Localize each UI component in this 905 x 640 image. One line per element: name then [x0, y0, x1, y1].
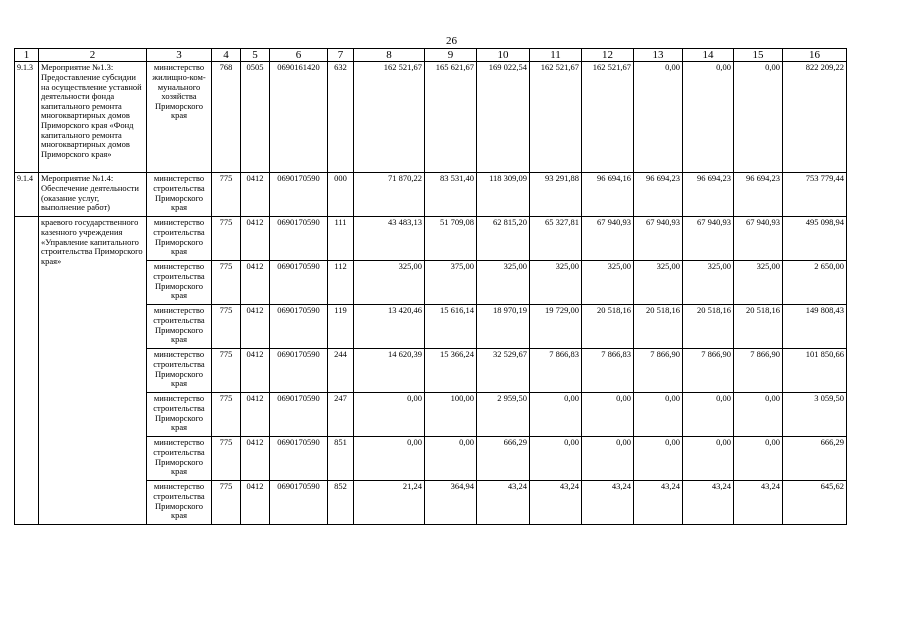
amount-value: 100,00: [425, 393, 477, 437]
grbs-code: 775: [212, 349, 241, 393]
column-number: 12: [582, 49, 634, 62]
table-row: [15, 173, 847, 217]
section-code: 0412: [241, 481, 270, 525]
section-code: 0412: [241, 349, 270, 393]
column-number: 2: [39, 49, 147, 62]
grbs-code: 775: [212, 481, 241, 525]
expense-type-code: 632: [328, 62, 354, 173]
amount-value: 0,00: [683, 437, 734, 481]
amount-value: 325,00: [582, 261, 634, 305]
amount-value: 67 940,93: [582, 217, 634, 261]
column-number: 3: [147, 49, 212, 62]
amount-value: 822 209,22: [783, 62, 847, 173]
column-number: 10: [477, 49, 530, 62]
amount-value: 20 518,16: [582, 305, 634, 349]
executor: министерство жилищно-ком-мунального хозяйства Приморского края: [147, 62, 212, 173]
table-row: [15, 62, 847, 173]
expense-type-code: 851: [328, 437, 354, 481]
amount-value: 7 866,90: [734, 349, 783, 393]
target-article-code: 0690170590: [270, 437, 328, 481]
amount-value: 666,29: [477, 437, 530, 481]
column-number: 6: [270, 49, 328, 62]
amount-value: 43,24: [683, 481, 734, 525]
row-number: 9.1.3: [15, 62, 39, 173]
amount-value: 364,94: [425, 481, 477, 525]
amount-value: 14 620,39: [354, 349, 425, 393]
amount-value: 67 940,93: [734, 217, 783, 261]
executor: министерство строительства Приморского края: [147, 173, 212, 217]
expense-type-code: 000: [328, 173, 354, 217]
expense-type-code: 119: [328, 305, 354, 349]
amount-value: 0,00: [634, 62, 683, 173]
amount-value: 43,24: [734, 481, 783, 525]
amount-value: 165 621,67: [425, 62, 477, 173]
grbs-code: 775: [212, 437, 241, 481]
row-number: 9.1.4: [15, 173, 39, 217]
amount-value: 375,00: [425, 261, 477, 305]
amount-value: 15 366,24: [425, 349, 477, 393]
amount-value: 7 866,83: [530, 349, 582, 393]
activity-name: Мероприятие №1.4: Обеспечение деятельности (оказание услуг, выполнение работ): [39, 173, 147, 217]
column-number-row: [15, 49, 847, 62]
amount-value: 62 815,20: [477, 217, 530, 261]
section-code: 0412: [241, 261, 270, 305]
amount-value: 43 483,13: [354, 217, 425, 261]
executor: министерство строительства Приморского края: [147, 261, 212, 305]
amount-value: 20 518,16: [734, 305, 783, 349]
amount-value: 96 694,16: [582, 173, 634, 217]
column-number: 7: [328, 49, 354, 62]
column-number: 1: [15, 49, 39, 62]
amount-value: 2 959,50: [477, 393, 530, 437]
amount-value: 325,00: [354, 261, 425, 305]
grbs-code: 775: [212, 217, 241, 261]
section-code: 0412: [241, 437, 270, 481]
amount-value: 43,24: [582, 481, 634, 525]
amount-value: 495 098,94: [783, 217, 847, 261]
amount-value: 21,24: [354, 481, 425, 525]
expense-type-code: 111: [328, 217, 354, 261]
amount-value: 118 309,09: [477, 173, 530, 217]
amount-value: 0,00: [634, 393, 683, 437]
column-number: 11: [530, 49, 582, 62]
executor: министерство строительства Приморского края: [147, 481, 212, 525]
grbs-code: 775: [212, 305, 241, 349]
amount-value: 0,00: [354, 393, 425, 437]
section-code: 0412: [241, 217, 270, 261]
amount-value: 0,00: [734, 62, 783, 173]
budget-table: [14, 48, 847, 525]
amount-value: 325,00: [734, 261, 783, 305]
amount-value: 666,29: [783, 437, 847, 481]
amount-value: 43,24: [634, 481, 683, 525]
amount-value: 753 779,44: [783, 173, 847, 217]
amount-value: 0,00: [582, 437, 634, 481]
target-article-code: 0690170590: [270, 217, 328, 261]
amount-value: 325,00: [477, 261, 530, 305]
column-number: 9: [425, 49, 477, 62]
amount-value: 18 970,19: [477, 305, 530, 349]
amount-value: 43,24: [530, 481, 582, 525]
executor: министерство строительства Приморского края: [147, 437, 212, 481]
target-article-code: 0690161420: [270, 62, 328, 173]
amount-value: 96 694,23: [734, 173, 783, 217]
amount-value: 19 729,00: [530, 305, 582, 349]
target-article-code: 0690170590: [270, 305, 328, 349]
expense-type-code: 247: [328, 393, 354, 437]
amount-value: 325,00: [530, 261, 582, 305]
amount-value: 43,24: [477, 481, 530, 525]
activity-name: краевого государственного казенного учреждения «Управление капитального строительства Приморского края»: [39, 217, 147, 525]
target-article-code: 0690170590: [270, 481, 328, 525]
amount-value: 162 521,67: [354, 62, 425, 173]
target-article-code: 0690170590: [270, 393, 328, 437]
amount-value: 169 022,54: [477, 62, 530, 173]
amount-value: 20 518,16: [683, 305, 734, 349]
column-number: 4: [212, 49, 241, 62]
amount-value: 325,00: [634, 261, 683, 305]
amount-value: 51 709,08: [425, 217, 477, 261]
amount-value: 7 866,90: [634, 349, 683, 393]
amount-value: 0,00: [683, 62, 734, 173]
amount-value: 20 518,16: [634, 305, 683, 349]
table-row: [15, 217, 847, 261]
amount-value: 645,62: [783, 481, 847, 525]
expense-type-code: 244: [328, 349, 354, 393]
amount-value: 0,00: [734, 393, 783, 437]
column-number: 15: [734, 49, 783, 62]
amount-value: 0,00: [683, 393, 734, 437]
column-number: 13: [634, 49, 683, 62]
amount-value: 149 808,43: [783, 305, 847, 349]
grbs-code: 775: [212, 393, 241, 437]
amount-value: 3 059,50: [783, 393, 847, 437]
amount-value: 0,00: [530, 393, 582, 437]
amount-value: 71 870,22: [354, 173, 425, 217]
expense-type-code: 852: [328, 481, 354, 525]
page-number: 26: [446, 35, 457, 47]
column-number: 14: [683, 49, 734, 62]
amount-value: 0,00: [354, 437, 425, 481]
target-article-code: 0690170590: [270, 349, 328, 393]
section-code: 0412: [241, 305, 270, 349]
amount-value: 2 650,00: [783, 261, 847, 305]
column-number: 8: [354, 49, 425, 62]
section-code: 0412: [241, 173, 270, 217]
activity-name: Мероприятие №1.3: Предоставление субсидии на осуществление уставной деятельности фонда капитального ремонта многоквартирных домов Приморского края «Фонд капитального ремонта многоквартирных домов Приморского края»: [39, 62, 147, 173]
row-number: [15, 217, 39, 525]
amount-value: 162 521,67: [530, 62, 582, 173]
grbs-code: 775: [212, 173, 241, 217]
amount-value: 162 521,67: [582, 62, 634, 173]
grbs-code: 775: [212, 261, 241, 305]
amount-value: 65 327,81: [530, 217, 582, 261]
executor: министерство строительства Приморского края: [147, 349, 212, 393]
target-article-code: 0690170590: [270, 261, 328, 305]
amount-value: 13 420,46: [354, 305, 425, 349]
amount-value: 0,00: [425, 437, 477, 481]
amount-value: 96 694,23: [683, 173, 734, 217]
amount-value: 67 940,93: [683, 217, 734, 261]
column-number: 5: [241, 49, 270, 62]
amount-value: 0,00: [634, 437, 683, 481]
target-article-code: 0690170590: [270, 173, 328, 217]
column-number: 16: [783, 49, 847, 62]
amount-value: 7 866,90: [683, 349, 734, 393]
amount-value: 32 529,67: [477, 349, 530, 393]
section-code: 0505: [241, 62, 270, 173]
amount-value: 7 866,83: [582, 349, 634, 393]
amount-value: 96 694,23: [634, 173, 683, 217]
amount-value: 325,00: [683, 261, 734, 305]
grbs-code: 768: [212, 62, 241, 173]
expense-type-code: 112: [328, 261, 354, 305]
amount-value: 15 616,14: [425, 305, 477, 349]
executor: министерство строительства Приморского края: [147, 393, 212, 437]
amount-value: 0,00: [582, 393, 634, 437]
amount-value: 0,00: [530, 437, 582, 481]
executor: министерство строительства Приморского края: [147, 217, 212, 261]
amount-value: 83 531,40: [425, 173, 477, 217]
amount-value: 101 850,66: [783, 349, 847, 393]
executor: министерство строительства Приморского края: [147, 305, 212, 349]
amount-value: 93 291,88: [530, 173, 582, 217]
amount-value: 67 940,93: [634, 217, 683, 261]
section-code: 0412: [241, 393, 270, 437]
amount-value: 0,00: [734, 437, 783, 481]
